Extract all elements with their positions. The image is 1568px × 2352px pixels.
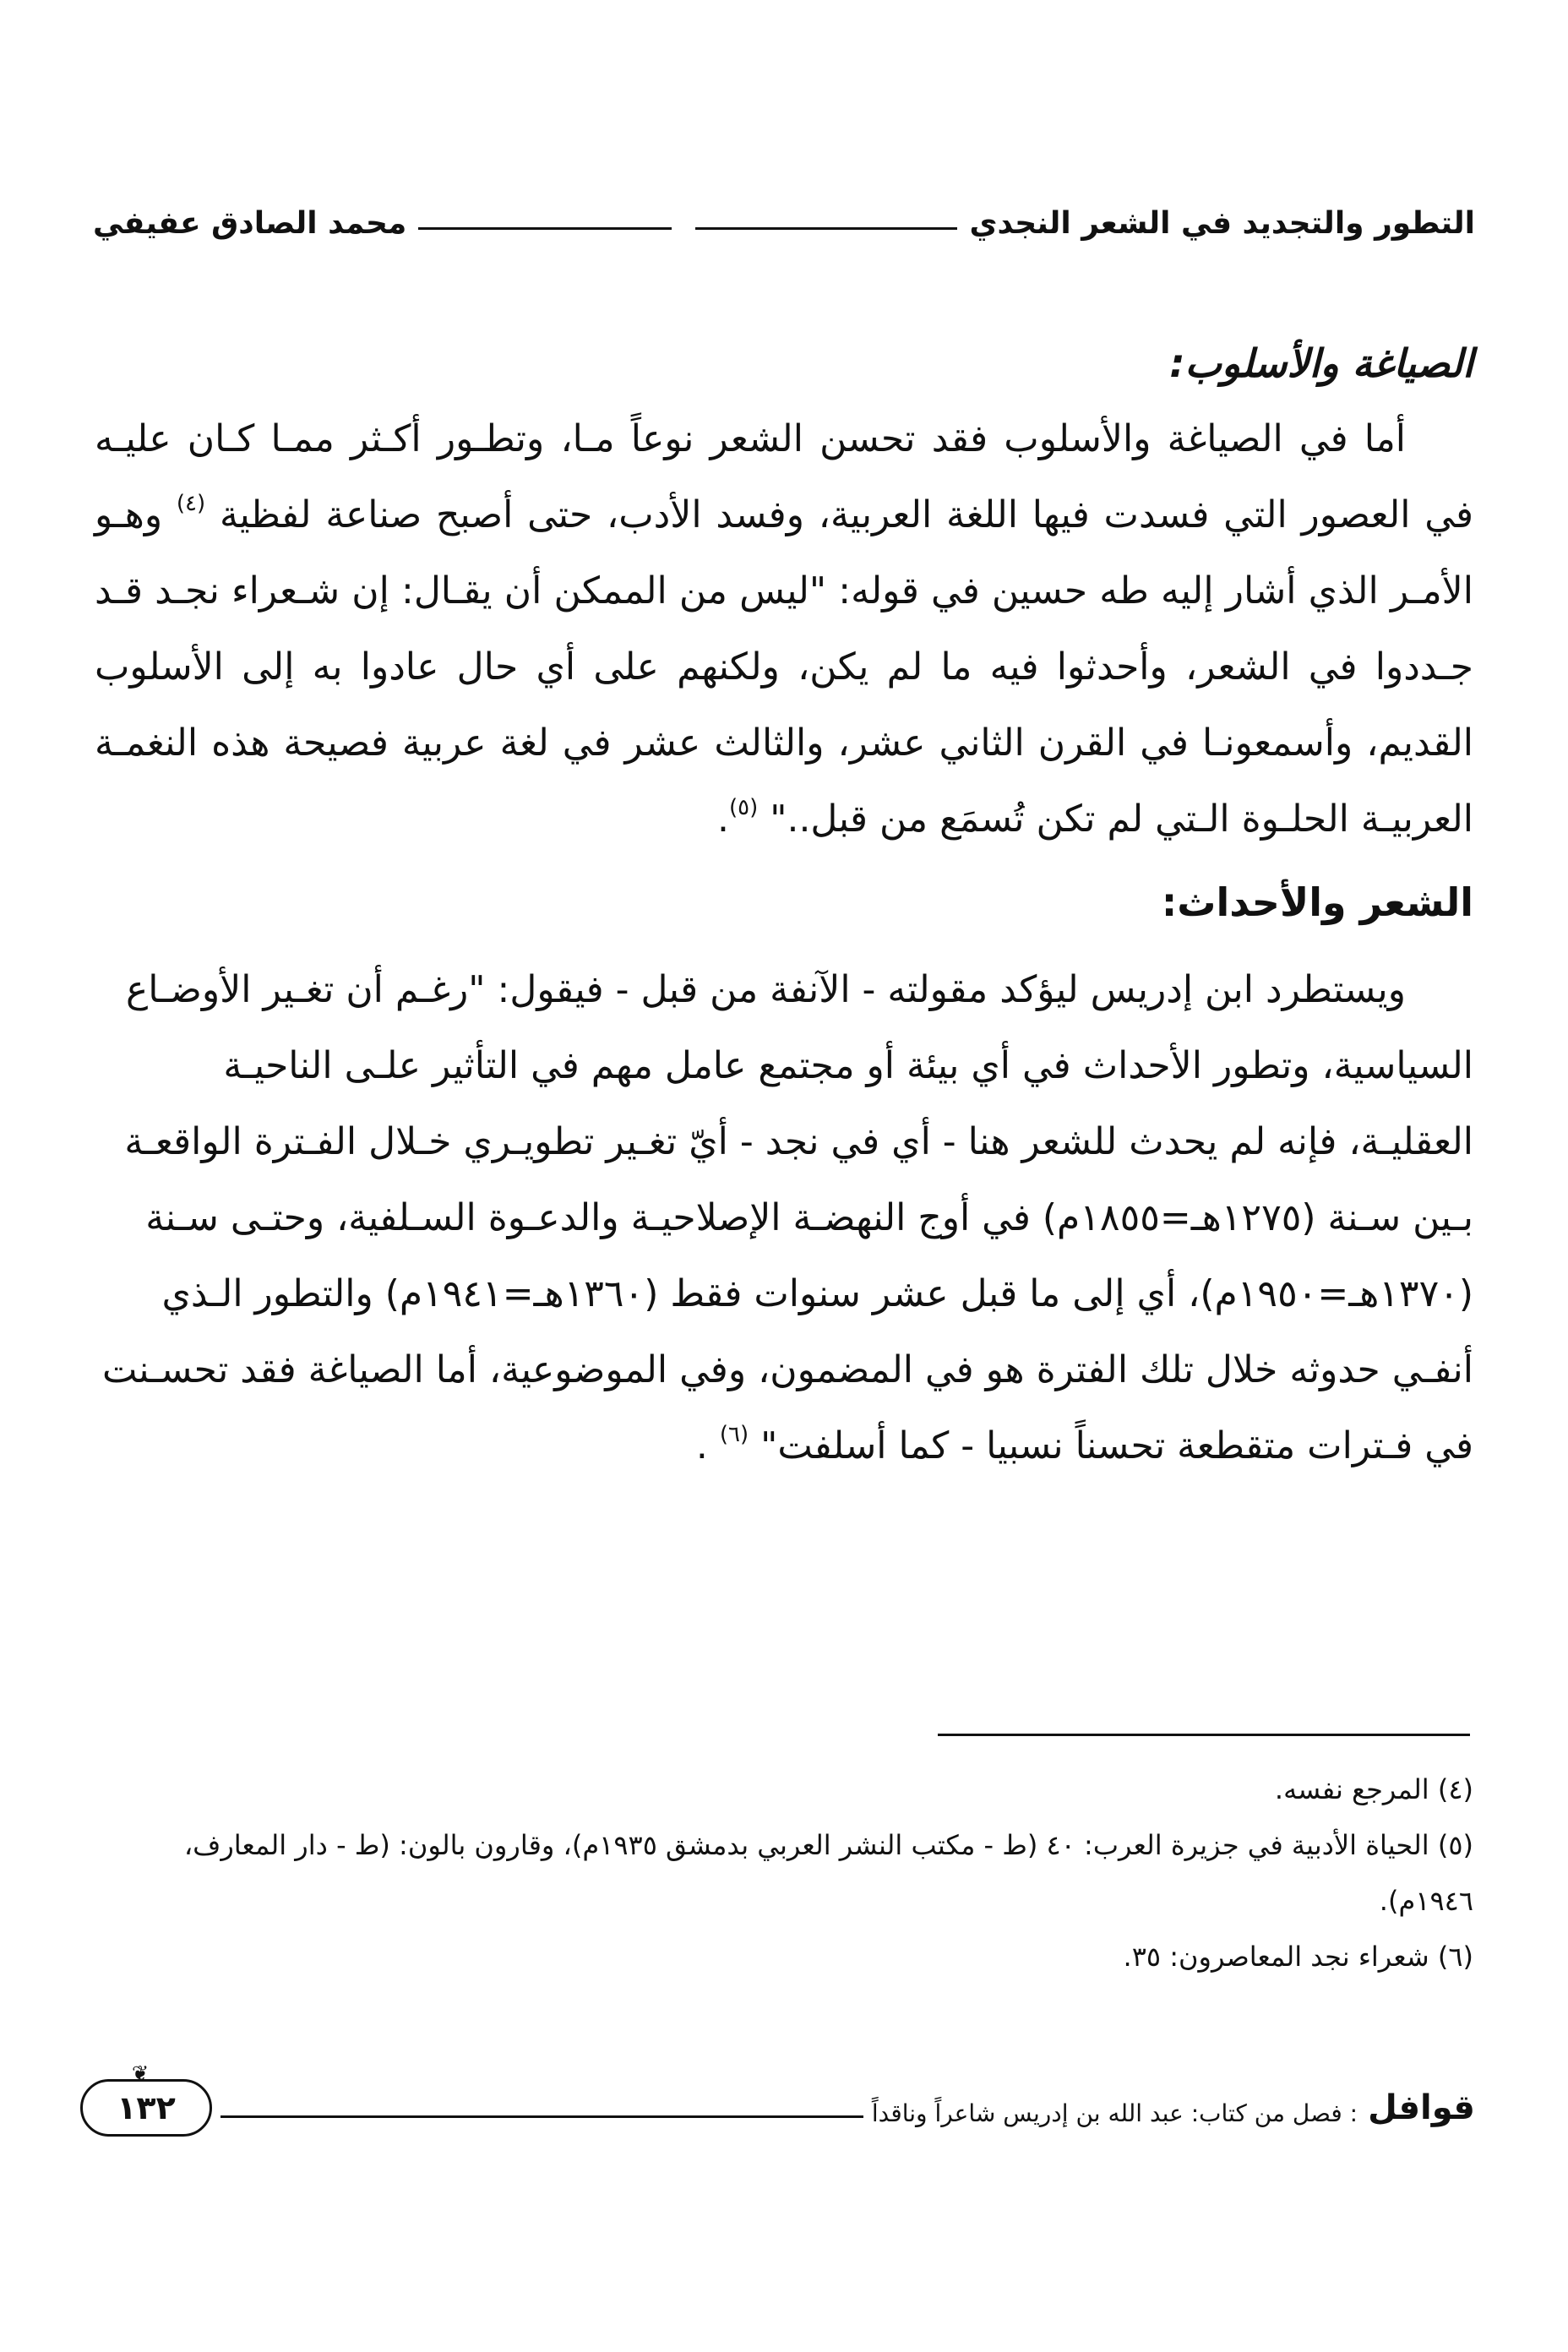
header-title: التطور والتجديد في الشعر النجدي <box>969 205 1475 241</box>
footnote-ref-5: (٥) <box>728 795 759 821</box>
footer-source: : فصل من كتاب: عبد الله بن إدريس شاعراً وناقداً <box>871 2099 1358 2127</box>
paragraph-style: أما في الصياغة والأسلوب فقد تحسن الشعر نوعاً مـا، وتطـور أكـثر ممـا كـان عليـه في العصور التي فسدت فيها اللغة العربية، وفسد الأدب، حتى أصبح صناعة لفظية $^{(٤)}$ وهـو الأمـر الذي أشار إليه طه حسين في قوله: "ليس من الممكن أن يقـال: إن شـعراء نجـد قـد جـددوا في الشعر، وأحدثوا فيه ما لم يكن، ولكنهم على أي حال عادوا به إلى الأسلوب القديم، وأسمعونـا في القرن الثاني عشر، والثالث عشر في لغة عربية فصيحة هذه النغمـة العربيـة الحلـوة الـتي لم تكن تُسمَع من قبل.." $^{(٥)}$. <box>95 417 1473 841</box>
page-number: ١٣٢ <box>117 2089 176 2126</box>
header-author: محمد الصادق عفيفي <box>93 205 407 241</box>
page-number-badge <box>80 2061 212 2137</box>
footnote-separator <box>938 1734 1470 1736</box>
section-heading-events: الشعر والأحداث: <box>1161 879 1473 925</box>
header-rule-left <box>418 227 672 230</box>
footnote-ref-4: (٤) <box>176 491 206 517</box>
ornament-icon: ❦ <box>132 2061 150 2085</box>
paragraph-events-text: ويستطرد ابن إدريس ليؤكد مقولته - الآنفة من قبل - فيقول: "رغـم أن تغـير الأوضـاع السياسية، وتطور الأحداث في أي بيئة أو مجتمع عامل مهم في التأثير علـى الناحيـة العقليـة، فإنه لم يحدث للشعر هنا - أي في نجد - أيّ تغـير تطويـري خـلال الفـترة الواقعـة بـين سـنة (١٢٧٥هـ=١٨٥٥م) في أوج النهضـة الإصلاحيـة والدعـوة السـلفية، وحتـى سـنة (١٣٧٠هـ=١٩٥٠م)، أي إلى ما قبل عشر سنوات فقط (١٣٦٠هـ=١٩٤١م) والتطور الـذي أنفـي حدوثه خلال تلك الفترة هو في المضمون، وفي الموضوعية، أما الصياغة فقد تحسـنت في فـترات متقطعة تحسناً نسبيا - كما أسلفت" <box>102 968 1473 1467</box>
paragraph-events: ويستطرد ابن إدريس ليؤكد مقولته - الآنفة من قبل - فيقول: "رغـم أن تغـير الأوضـاع السياسية، وتطور الأحداث في أي بيئة أو مجتمع عامل مهم في التأثير علـى الناحيـة العقليـة، فإنه لم يحدث للشعر هنا - أي في نجد - أيّ تغـير تطويـري خـلال الفـترة الواقعـة بـين سـنة (١٢٧٥هـ=١٨٥٥م) في أوج النهضـة الإصلاحيـة والدعـوة السـلفية، وحتـى سـنة (١٣٧٠هـ=١٩٥٠م)، أي إلى ما قبل عشر سنوات فقط (١٣٦٠هـ=١٩٤١م) والتطور الـذي أنفـي حدوثه خلال تلك الفترة هو في المضمون، وفي الموضوعية، أما الصياغة فقد تحسـنت في فـترات متقطعة تحسناً نسبيا - كما أسلفت" $^{(٦)}$ . <box>102 968 1473 1467</box>
footnote-4: (٤) المرجع نفسه. <box>1274 1773 1473 1805</box>
section-heading-style: الصياغة والأسلوب: <box>1169 340 1473 386</box>
header-rule-right <box>695 227 957 230</box>
footer-rule <box>220 2115 863 2118</box>
footnote-ref-6: (٦) <box>719 1422 749 1448</box>
footnotes <box>95 1761 1473 1984</box>
page-footer <box>80 2061 1475 2142</box>
paragraph-style-text-1: أما في الصياغة والأسلوب فقد تحسن الشعر نوعاً مـا، وتطـور أكـثر ممـا كـان عليـه في العصور التي فسدت فيها اللغة العربية، وفسد الأدب، حتى أصبح صناعة لفظية <box>95 417 1473 536</box>
paragraph-style-text-2: وهـو الأمـر الذي أشار إليه طه حسين في قوله: "ليس من الممكن أن يقـال: إن شـعراء نجـد قـد جـددوا في الشعر، وأحدثوا فيه ما لم يكن، ولكنهم على أي حال عادوا به إلى الأسلوب القديم، وأسمعونـا في القرن الثاني عشر، والثالث عشر في لغة عربية فصيحة هذه النغمـة العربيـة الحلـوة الـتي لم تكن تُسمَع من قبل.." <box>95 493 1473 841</box>
footer-brand: قوافل <box>1368 2088 1475 2127</box>
body-text <box>95 325 1473 1484</box>
running-header <box>93 198 1475 248</box>
footnote-5: (٥) الحياة الأدبية في جزيرة العرب: ٤٠ (ط - مكتب النشر العربي بدمشق ١٩٣٥م)، وقارون بالون: (ط - دار المعارف، ١٩٤٦م). <box>183 1829 1473 1917</box>
footnote-6: (٦) شعراء نجد المعاصرون: ٣٥. <box>1123 1941 1473 1973</box>
